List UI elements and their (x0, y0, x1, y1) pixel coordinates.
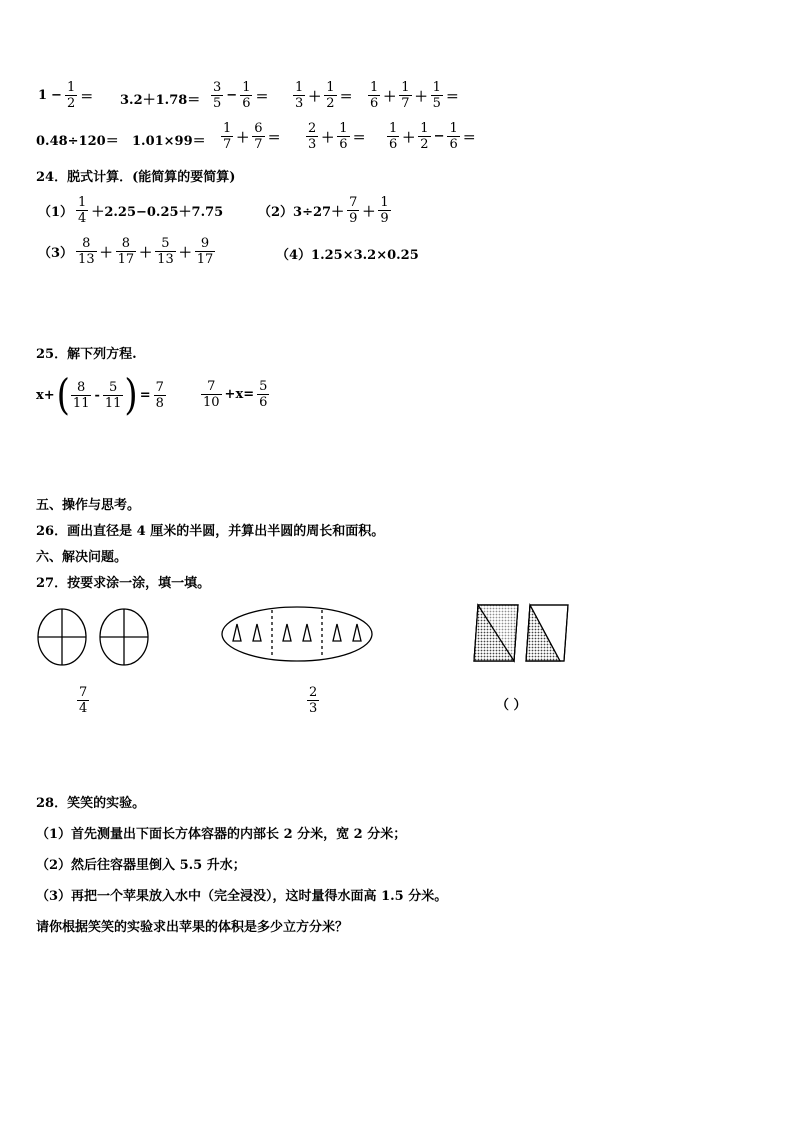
calc-expression: 0.48÷120＝ (36, 134, 119, 149)
fraction: $\frac{8}{17}$ (117, 236, 135, 267)
q24-part-3: （3） $\frac{8}{13}$ ＋ $\frac{8}{17}$ ＋ $\frac{5}{13}$ ＋ $\frac{9}{17}$ (38, 236, 214, 267)
q27-figures (0, 595, 794, 675)
fraction: $\frac{1}{2}$ (326, 80, 335, 111)
fraction: $\frac{1}{2}$ (420, 121, 429, 152)
shaded-parallelograms (474, 605, 568, 661)
q24-part-1: （1） $\frac{1}{4}$ ＋2.25−0.25＋7.75 (38, 195, 224, 226)
fraction-label-triangles: $\frac{2}{3}$ (309, 685, 318, 716)
fraction: $\frac{1}{3}$ (295, 80, 304, 111)
fraction: $\frac{9}{17}$ (196, 236, 214, 267)
fraction: $\frac{6}{7}$ (254, 121, 263, 152)
q24-part-2: （2）3÷27＋ $\frac{7}{9}$ ＋ $\frac{1}{9}$ (258, 195, 389, 226)
fraction: $\frac{8}{13}$ (78, 236, 95, 267)
expr-text: 1 (38, 88, 48, 103)
fraction: $\frac{1}{9}$ (380, 195, 389, 226)
calc-expression: $\frac{1}{7}$ ＋ $\frac{6}{7}$ ＝ (223, 121, 281, 152)
equation-2: $\frac{7}{10}$ +x= $\frac{5}{6}$ (203, 379, 268, 410)
section-6-heading: 六、解决问题。 (36, 550, 128, 565)
fraction: $\frac{5}{6}$ (259, 379, 268, 410)
fraction: $\frac{1}{6}$ (242, 80, 251, 111)
fraction: $\frac{1}{7}$ (223, 121, 232, 152)
calc-expression: $\frac{1}{6}$ ＋ $\frac{1}{2}$ − $\frac{1}{6}$ ＝ (389, 121, 476, 152)
question-28-title: 28．笑笑的实验。 (36, 796, 146, 811)
fraction: $\frac{7}{9}$ (349, 195, 358, 226)
fraction: $\frac{3}{5}$ (213, 80, 222, 111)
operator: − (51, 88, 62, 103)
fraction: $\frac{1}{6}$ (370, 80, 379, 111)
q28-step-3: （3）再把一个苹果放入水中（完全浸没），这时量得水面高 1.5 分米。 (36, 889, 448, 904)
triangles-oval (222, 607, 372, 661)
question-25-title: 25．解下列方程. (36, 347, 137, 362)
question-26: 26．画出直径是 4 厘米的半圆，并算出半圆的周长和面积。 (36, 524, 385, 539)
section-5-heading: 五、操作与思考。 (36, 498, 141, 513)
calc-expression: $\frac{3}{5}$ − $\frac{1}{6}$ ＝ (213, 80, 269, 111)
fraction: $\frac{1}{4}$ (78, 195, 87, 226)
question-24-title: 24．脱式计算．(能简算的要简算) (36, 170, 236, 185)
q28-step-2: （2）然后往容器里倒入 5.5 升水； (36, 858, 246, 873)
fraction: $\frac{1}{2}$ (66, 80, 76, 111)
q28-step-1: （1）首先测量出下面长方体容器的内部长 2 分米，宽 2 分米； (36, 827, 407, 842)
fraction: $\frac{2}{3}$ (308, 121, 317, 152)
equation-1: x+ ( $\frac{8}{11}$ - $\frac{5}{11}$ ) = $\frac{7}{8}$ (36, 370, 164, 420)
answer-blank[interactable]: （ ） (496, 698, 527, 713)
calc-expression: $\frac{1}{6}$ ＋ $\frac{1}{7}$ ＋ $\frac{1}{5}$ ＝ (370, 80, 459, 111)
fraction: $\frac{1}{6}$ (339, 121, 348, 152)
fraction: $\frac{5}{11}$ (104, 379, 122, 411)
divided-ovals (38, 609, 148, 665)
fraction: $\frac{1}{6}$ (449, 121, 458, 152)
equals: ＝ (80, 90, 94, 105)
q28-question: 请你根据笑笑的实验求出苹果的体积是多少立方分米？ (36, 920, 349, 935)
fraction: $\frac{1}{7}$ (401, 80, 410, 111)
fraction: $\frac{1}{5}$ (432, 80, 441, 111)
calc-expression: 3.2＋1.78＝ (120, 93, 201, 108)
fraction: $\frac{7}{10}$ (203, 379, 220, 410)
calc-expression: $\frac{2}{3}$ ＋ $\frac{1}{6}$ ＝ (308, 121, 366, 152)
calc-row-1 (36, 80, 95, 111)
fraction: $\frac{8}{11}$ (72, 379, 90, 411)
calc-expression: 1.01×99＝ (132, 134, 206, 149)
fraction: $\frac{1}{6}$ (389, 121, 398, 152)
q24-part-4: （4）1.25×3.2×0.25 (276, 248, 419, 263)
fraction-label-ovals: $\frac{7}{4}$ (79, 685, 88, 716)
calc-expression: $\frac{1}{3}$ ＋ $\frac{1}{2}$ ＝ (295, 80, 353, 111)
fraction: $\frac{5}{13}$ (157, 236, 174, 267)
parenthesis-group: ( $\frac{8}{11}$ - $\frac{5}{11}$ ) (56, 370, 138, 420)
fraction: $\frac{7}{8}$ (155, 379, 164, 411)
question-27-title: 27．按要求涂一涂，填一填。 (36, 576, 211, 591)
